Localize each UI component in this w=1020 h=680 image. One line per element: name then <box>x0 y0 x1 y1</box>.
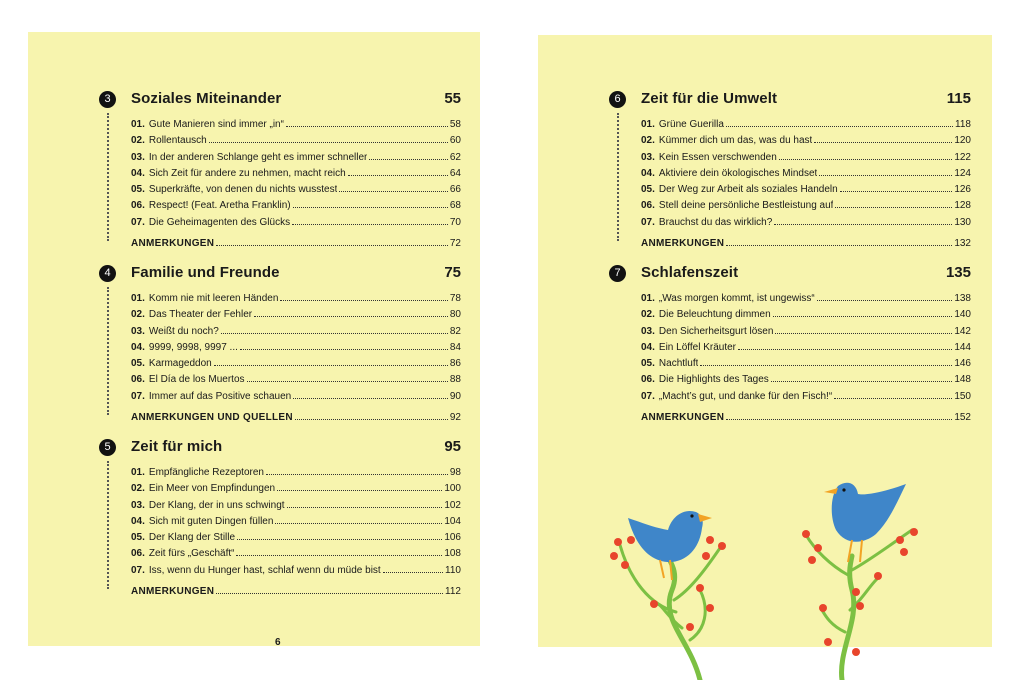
entry-number: 04. <box>641 341 655 353</box>
notes-page: 112 <box>445 586 461 598</box>
entry-number: 04. <box>131 167 145 179</box>
entry-title: Ein Meer von Empfindungen <box>148 483 276 495</box>
entry-title: Gute Manieren sind immer „in“ <box>148 119 284 130</box>
entry-page: 62 <box>449 151 461 163</box>
entry-title: Der Klang, der in uns schwingt <box>148 499 285 511</box>
entry-number: 04. <box>131 515 145 527</box>
entry-title: Kein Essen verschwenden <box>658 151 777 163</box>
entry-page: 58 <box>449 119 461 130</box>
entry-title: Komm nie mit leeren Händen <box>148 293 279 304</box>
entry-number: 02. <box>131 309 145 321</box>
notes-label: ANMERKUNGEN <box>131 586 215 598</box>
chapter-page: 115 <box>946 90 971 107</box>
entry-page: 78 <box>449 293 461 304</box>
entry-page: 146 <box>954 358 971 370</box>
entry-number: 01. <box>131 293 145 304</box>
entry-number: 03. <box>131 325 145 337</box>
chapter-page: 95 <box>444 438 461 455</box>
entry-page: 124 <box>954 167 971 179</box>
left-bird <box>628 511 712 580</box>
entry-title: „Was morgen kommt, ist ungewiss“ <box>658 293 815 304</box>
chapter-title: Familie und Freunde <box>131 264 280 281</box>
entry-number: 03. <box>131 151 145 163</box>
entry-number: 04. <box>131 341 145 353</box>
entry-page: 104 <box>444 515 461 527</box>
entry-page: 66 <box>449 184 461 196</box>
chapter-title: Soziales Miteinander <box>131 90 282 107</box>
entry-page: 126 <box>954 184 971 196</box>
entry-title: Karmageddon <box>148 358 212 370</box>
entry-page: 98 <box>449 467 461 478</box>
entry-title: Weißt du noch? <box>148 325 219 337</box>
entry-page: 140 <box>954 309 971 321</box>
entry-number: 06. <box>131 548 145 560</box>
right-plant-berries <box>802 528 918 656</box>
entry-page: 70 <box>449 216 461 228</box>
notes-page: 152 <box>954 412 971 424</box>
entry-page: 130 <box>954 216 971 228</box>
right-bird <box>824 483 906 562</box>
entry-page: 90 <box>449 390 461 402</box>
entry-title: Die Highlights des Tages <box>658 374 769 386</box>
entry-title: Die Geheimagenten des Glücks <box>148 216 291 228</box>
entry-page: 60 <box>449 135 461 147</box>
entry-page: 138 <box>954 293 971 304</box>
entry-number: 05. <box>131 184 145 196</box>
entry-page: 110 <box>445 564 461 576</box>
entry-number: 03. <box>641 151 655 163</box>
entry-number: 06. <box>641 374 655 386</box>
entry-title: Superkräfte, von denen du nichts wusstest <box>148 184 338 196</box>
entry-title: „Macht’s gut, und danke für den Fisch!“ <box>658 390 833 402</box>
entry-title: Der Klang der Stille <box>148 532 236 544</box>
entry-number: 04. <box>641 167 655 179</box>
entry-title: 9999, 9998, 9997 ... <box>148 341 238 353</box>
entry-title: Der Weg zur Arbeit als soziales Handeln <box>658 184 838 196</box>
entry-page: 118 <box>955 119 971 130</box>
notes-label: ANMERKUNGEN <box>641 412 725 424</box>
entry-number: 07. <box>131 564 145 576</box>
entry-number: 02. <box>131 135 145 147</box>
chapter-number-badge: 7 <box>609 265 626 282</box>
entry-page: 102 <box>444 499 461 511</box>
entry-title: Grüne Guerilla <box>658 119 724 130</box>
entry-page: 88 <box>449 374 461 386</box>
chapter-title: Zeit für mich <box>131 438 223 455</box>
entry-title: Die Beleuchtung dimmen <box>658 309 771 321</box>
entry-title: Brauchst du das wirklich? <box>658 216 773 228</box>
entry-number: 06. <box>131 200 145 212</box>
entry-title: Zeit fürs „Geschäft“ <box>148 548 235 560</box>
entry-title: Den Sicherheitsgurt lösen <box>658 325 774 337</box>
entry-number: 05. <box>131 532 145 544</box>
entry-title: In der anderen Schlange geht es immer schneller <box>148 151 368 163</box>
entry-page: 128 <box>954 200 971 212</box>
entry-number: 06. <box>641 200 655 212</box>
entry-page: 142 <box>954 325 971 337</box>
notes-page: 92 <box>449 412 461 424</box>
entry-title: Nachtluft <box>658 358 699 370</box>
chapter-title: Zeit für die Umwelt <box>641 90 778 107</box>
entry-number: 03. <box>131 499 145 511</box>
entry-title: Sich mit guten Dingen füllen <box>148 515 274 527</box>
entry-page: 86 <box>449 358 461 370</box>
entry-title: Respect! (Feat. Aretha Franklin) <box>148 200 291 212</box>
entry-page: 122 <box>954 151 971 163</box>
entry-page: 150 <box>954 390 971 402</box>
entry-title: Iss, wenn du Hunger hast, schlaf wenn du müde bist <box>148 564 381 576</box>
entry-page: 120 <box>954 135 971 147</box>
notes-label: ANMERKUNGEN UND QUELLEN <box>131 412 293 424</box>
entry-number: 05. <box>641 358 655 370</box>
chapter-page: 135 <box>945 264 971 281</box>
entry-title: El Día de los Muertos <box>148 374 245 386</box>
entry-page: 84 <box>449 341 461 353</box>
notes-page: 72 <box>449 238 461 250</box>
entry-page: 82 <box>449 325 461 337</box>
entry-number: 01. <box>641 119 655 130</box>
entry-number: 06. <box>131 374 145 386</box>
entry-number: 05. <box>131 358 145 370</box>
chapter-number-badge: 3 <box>99 91 116 108</box>
entry-title: Stell deine persönliche Bestleistung auf <box>658 200 834 212</box>
entry-title: Empfängliche Rezeptoren <box>148 467 264 478</box>
entry-page: 106 <box>444 532 461 544</box>
entry-number: 01. <box>131 467 145 478</box>
entry-number: 07. <box>641 216 655 228</box>
entry-number: 07. <box>641 390 655 402</box>
entry-page: 108 <box>444 548 461 560</box>
entry-title: Ein Löffel Kräuter <box>658 341 736 353</box>
entry-number: 07. <box>131 216 145 228</box>
chapter-page: 55 <box>444 90 461 107</box>
entry-title: Aktiviere dein ökologisches Mindset <box>658 167 818 179</box>
entry-number: 03. <box>641 325 655 337</box>
entry-page: 64 <box>449 167 461 179</box>
entry-number: 02. <box>641 309 655 321</box>
entry-number: 02. <box>131 483 145 495</box>
chapter-number-badge: 6 <box>609 91 626 108</box>
entry-title: Immer auf das Positive schauen <box>148 390 292 402</box>
entry-title: Sich Zeit für andere zu nehmen, macht reich <box>148 167 346 179</box>
entry-page: 68 <box>449 200 461 212</box>
entry-number: 07. <box>131 390 145 402</box>
entry-title: Das Theater der Fehler <box>148 309 253 321</box>
entry-page: 80 <box>449 309 461 321</box>
chapter-number-badge: 5 <box>99 439 116 456</box>
notes-page: 132 <box>954 238 971 250</box>
notes-label: ANMERKUNGEN <box>641 238 725 250</box>
entry-number: 02. <box>641 135 655 147</box>
entry-number: 05. <box>641 184 655 196</box>
entry-title: Rollentausch <box>148 135 207 147</box>
notes-label: ANMERKUNGEN <box>131 238 215 250</box>
chapter-number-badge: 4 <box>99 265 116 282</box>
entry-number: 01. <box>131 119 145 130</box>
chapter-page: 75 <box>444 264 461 281</box>
entry-page: 144 <box>954 341 971 353</box>
page-number: 6 <box>275 637 281 648</box>
chapter-title: Schlafenszeit <box>641 264 739 281</box>
entry-page: 148 <box>954 374 971 386</box>
entry-page: 100 <box>444 483 461 495</box>
entry-number: 01. <box>641 293 655 304</box>
entry-title: Kümmer dich um das, was du hast <box>658 135 813 147</box>
